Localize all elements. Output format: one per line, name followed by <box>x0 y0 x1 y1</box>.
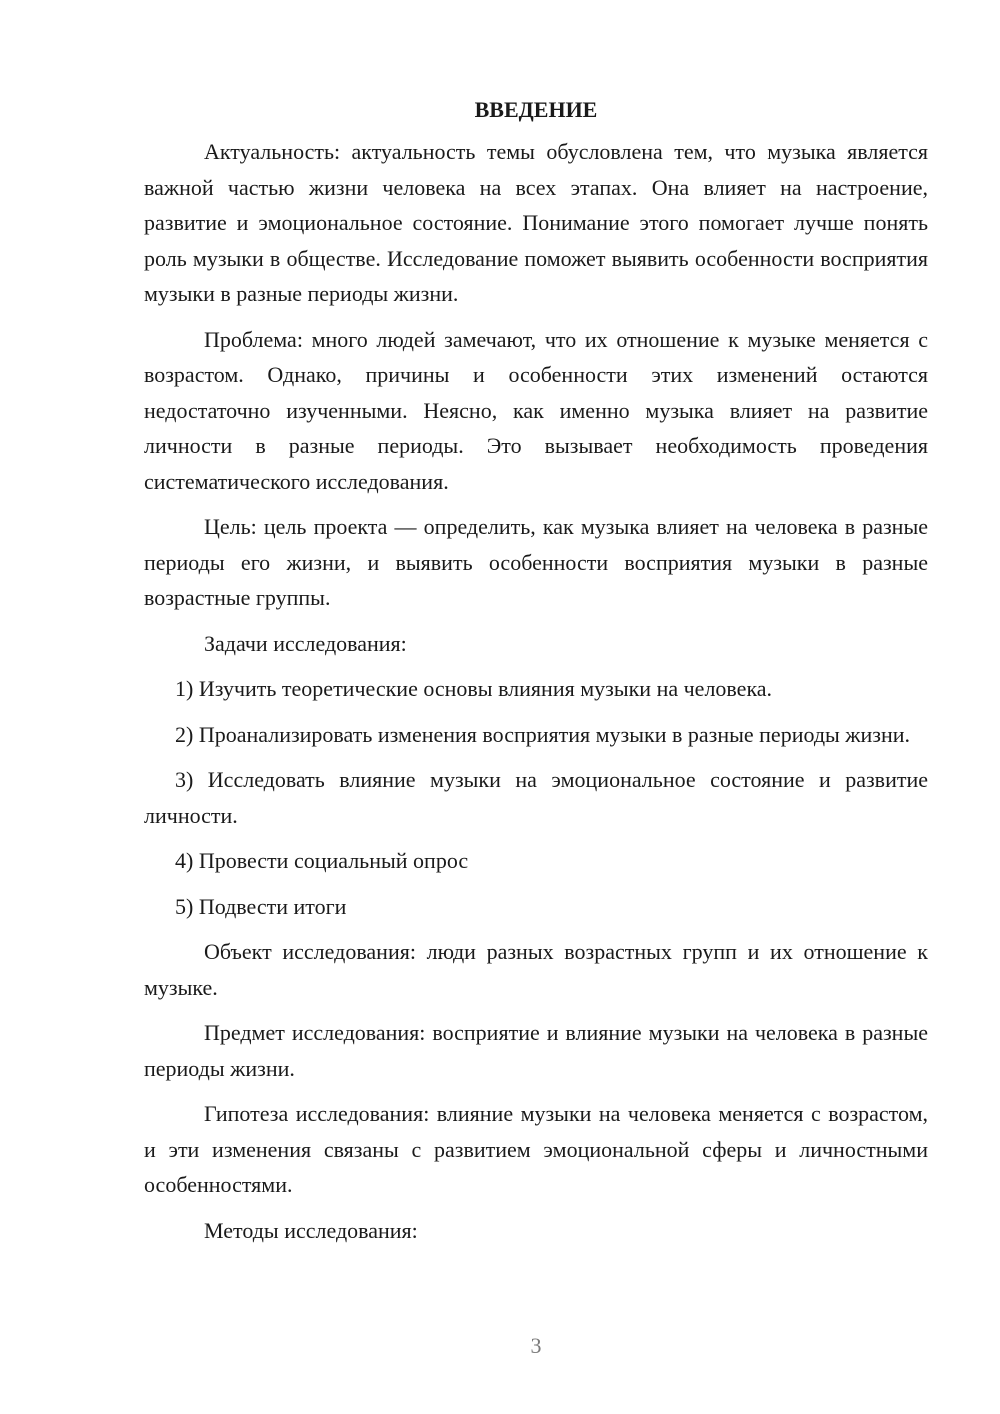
task-item-1: 1) Изучить теоретические основы влияния музыки на человека. <box>175 676 773 701</box>
paragraph-object: Объект исследования: люди разных возрастных групп и их отношение к музыке. <box>144 939 928 1000</box>
paragraph-subject: Предмет исследования: восприятие и влияние музыки на человека в разные периоды жизни. <box>144 1020 928 1081</box>
document-title: ВВЕДЕНИЕ <box>474 97 598 122</box>
page-number: 3 <box>530 1333 542 1358</box>
paragraph-tasks-heading: Задачи исследования: <box>204 630 407 656</box>
task-item-5: 5) Подвести итоги <box>175 893 347 919</box>
paragraph-problem: Проблема: много людей замечают, что их отношение к музыке меняется с возрастом. Однако, причины и особенности этих изменений остаются недостаточно изученными. Неясно, как именно музыка влияет на развитие личности в разные периоды. Это вызывает необходимость проведения систематического исследования. <box>144 326 928 494</box>
paragraph-relevance: Актуальность: актуальность темы обусловлена тем, что музыка является важной частью жизни человека на всех этапах. Она влияет на настроение, развитие и эмоциональное состояние. Понимание этого помогает лучше понять роль музыки в обществе. Исследование поможет выявить особенности восприятия музыки в разные периоды жизни. <box>144 139 928 306</box>
task-item-3: 3) Исследовать влияние музыки на эмоциональное состояние и развитие личности. <box>144 767 928 828</box>
paragraph-methods: Методы исследования: <box>204 1217 418 1243</box>
task-item-4: 4) Провести социальный опрос <box>175 848 469 873</box>
paragraph-hypothesis: Гипотеза исследования: влияние музыки на человека меняется с возрастом, и эти изменения связаны с развитием эмоциональной сферы и личностными особенностями. <box>144 1101 928 1197</box>
paragraph-goal: Цель: цель проекта — определить, как музыка влияет на человека в разные периоды его жизни, и выявить особенности восприятия музыки в разные возрастные группы. <box>144 514 928 610</box>
task-item-2: 2) Проанализировать изменения восприятия музыки в разные периоды жизни. <box>175 721 911 747</box>
document-page <box>144 92 928 1258</box>
